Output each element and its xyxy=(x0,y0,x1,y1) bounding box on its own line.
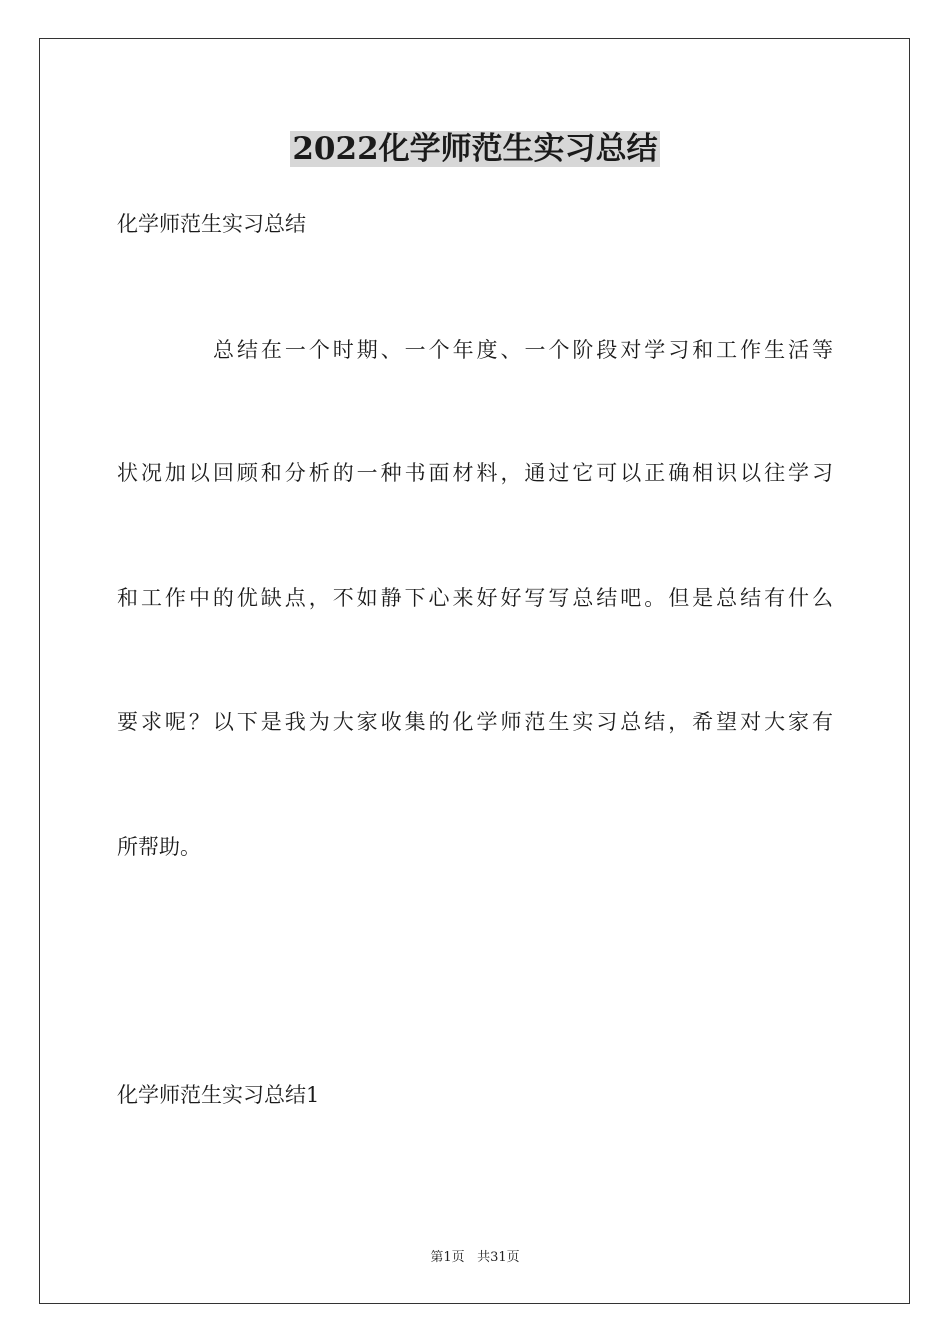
intro-line-4: 要求呢？以下是我为大家收集的化学师范生实习总结，希望对大家有 xyxy=(117,710,833,734)
section-heading: 化学师范生实习总结1 xyxy=(117,1083,320,1107)
intro-line-3: 和工作中的优缺点，不如静下心来好好写写总结吧。但是总结有什么 xyxy=(117,586,833,610)
document-subtitle: 化学师范生实习总结 xyxy=(117,212,306,236)
intro-line-2: 状况加以回顾和分析的一种书面材料，通过它可以正确相识以往学习 xyxy=(117,461,833,485)
page-total: 共31页 xyxy=(477,1250,520,1265)
intro-line-1: 总结在一个时期、一个年度、一个阶段对学习和工作生活等 xyxy=(213,338,833,362)
page-number: 第1页 xyxy=(430,1250,465,1265)
intro-line-5: 所帮助。 xyxy=(117,835,201,859)
page-footer xyxy=(0,1246,950,1265)
document-title-text: 2022化学师范生实习总结 xyxy=(292,131,658,167)
document-title xyxy=(0,126,950,172)
